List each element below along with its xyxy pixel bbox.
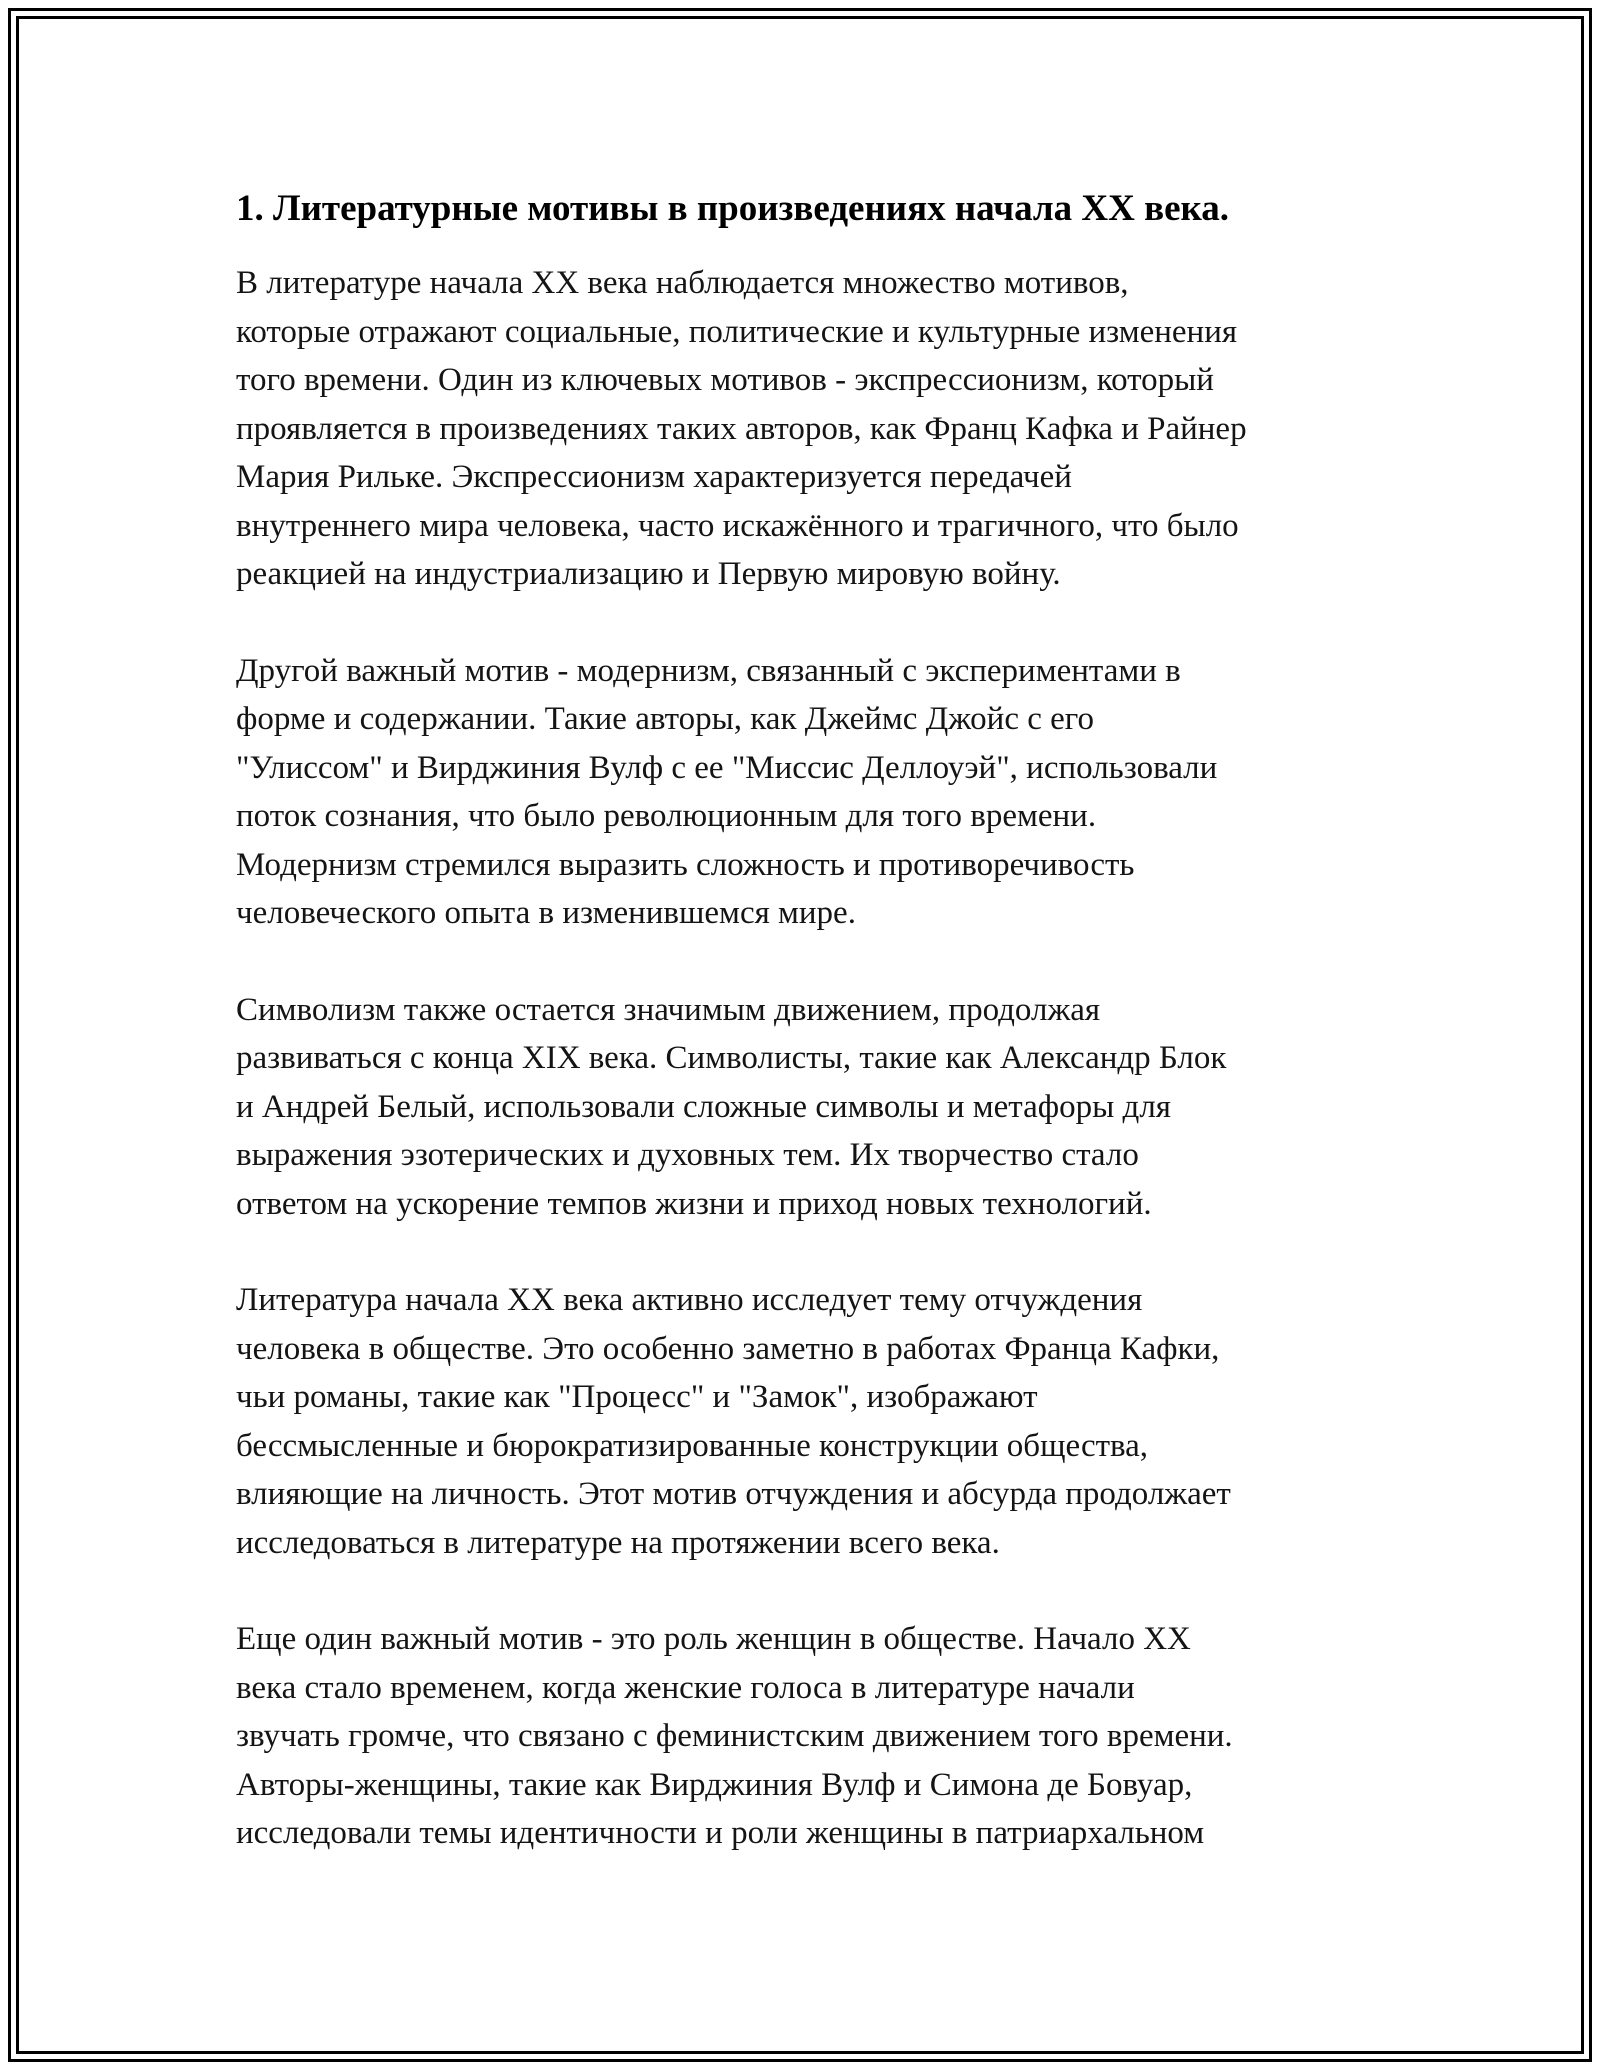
- paragraph-expressionism: В литературе начала XX века наблюдается множество мотивов, которые отражают социальные, политические и культурные изменения того времени. Один из ключевых мотивов - экспрессионизм, который проявляется в произведениях таких авторов, как Франц Кафка и Райнер Мария Рильке. Экспрессионизм характеризуется передачей внутреннего мира человека, часто искажённого и трагичного, что было реакцией на индустриализацию и Первую мировую войну.: [236, 265, 1247, 592]
- section-title: 1. Литературные мотивы в произведениях начала XX века.: [236, 188, 1230, 229]
- paragraph-modernism: Другой важный мотив - модернизм, связанный с экспериментами в форме и содержании. Такие авторы, как Джеймс Джойс с его "Улиссом" и Вирджиния Вулф с ее "Миссис Деллоуэй", использовали поток сознания, что было революционным для того времени. Модернизм стремился выразить сложность и противоречивость человеческого опыта в изменившемся мире.: [236, 652, 1218, 931]
- paragraph-women-role: Еще один важный мотив - это роль женщин в обществе. Начало XX века стало временем, когда женские голоса в литературе начали звучать громче, что связано с феминистским движением того времени. Авторы-женщины, такие как Вирджиния Вулф и Симона де Бовуар, исследовали темы идентичности и роли женщины в патриархальном: [236, 1621, 1233, 1851]
- document-body: [236, 185, 1376, 1906]
- paragraph-alienation: Литература начала XX века активно исследует тему отчуждения человека в обществе. Это особенно заметно в работах Франца Кафки, чьи романы, такие как "Процесс" и "Замок", изображают бессмысленные и бюрократизированные конструкции общества, влияющие на личность. Этот мотив отчуждения и абсурда продолжает исследоваться в литературе на протяжении всего века.: [236, 1282, 1231, 1561]
- paragraph-symbolism: Символизм также остается значимым движением, продолжая развиваться с конца XIX века. Символисты, такие как Александр Блок и Андрей Белый, использовали сложные символы и метафоры для выражения эзотерических и духовных тем. Их творчество стало ответом на ускорение темпов жизни и приход новых технологий.: [236, 991, 1227, 1222]
